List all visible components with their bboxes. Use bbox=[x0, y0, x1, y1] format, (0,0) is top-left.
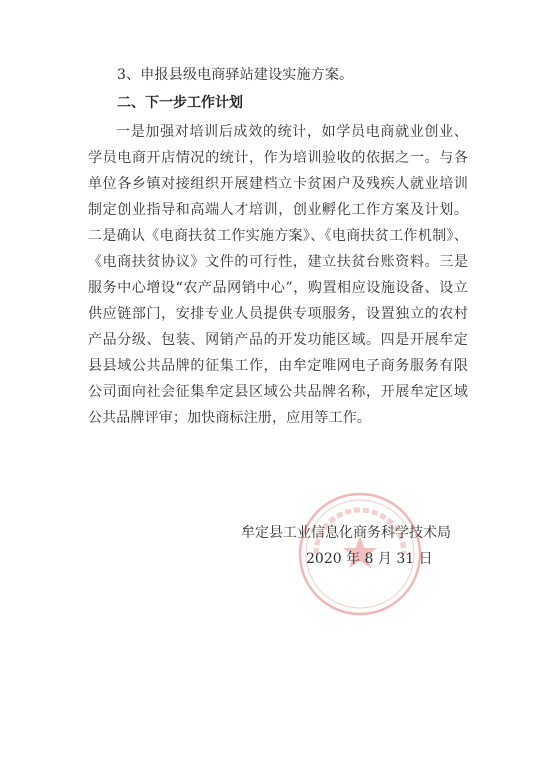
body-paragraph: 一是加强对培训后成效的统计，如学员电商就业创业、学员电商开店情况的统计，作为培训验收的依据之一。与各单位各乡镇对接组织开展建档立卡贫困户及残疾人就业培训制定创业指导和高端人才培训，创业孵化工作方案及计划。二是确认《电商扶贫工作实施方案》、《电商扶贫工作机制》、《电商扶贫协议》文件的可行性，建立扶贫台账资料。三是服务中心增设“农产品网销中心”，购置相应设施设备、设立供应链部门，安排专业人员提供专项服务，设置独立的农村产品分级、包装、网销产品的开发功能区域。四是开展牟定县县域公共品牌的征集工作，由牟定唯网电子商务服务有限公司面向社会征集牟定县区域公共品牌名称，开展牟定区域公共品牌评审；加快商标注册，应用等工作。 bbox=[88, 124, 468, 426]
signature-organization: 牟定县工业信息化商务科学技术局 bbox=[241, 525, 451, 541]
list-item-3: 3、申报县级电商驿站建设实施方案。 bbox=[117, 67, 354, 83]
signature-date: 2020 年 8 月 31 日 bbox=[306, 551, 433, 567]
section-heading: 二、下一步工作计划 bbox=[117, 95, 243, 111]
